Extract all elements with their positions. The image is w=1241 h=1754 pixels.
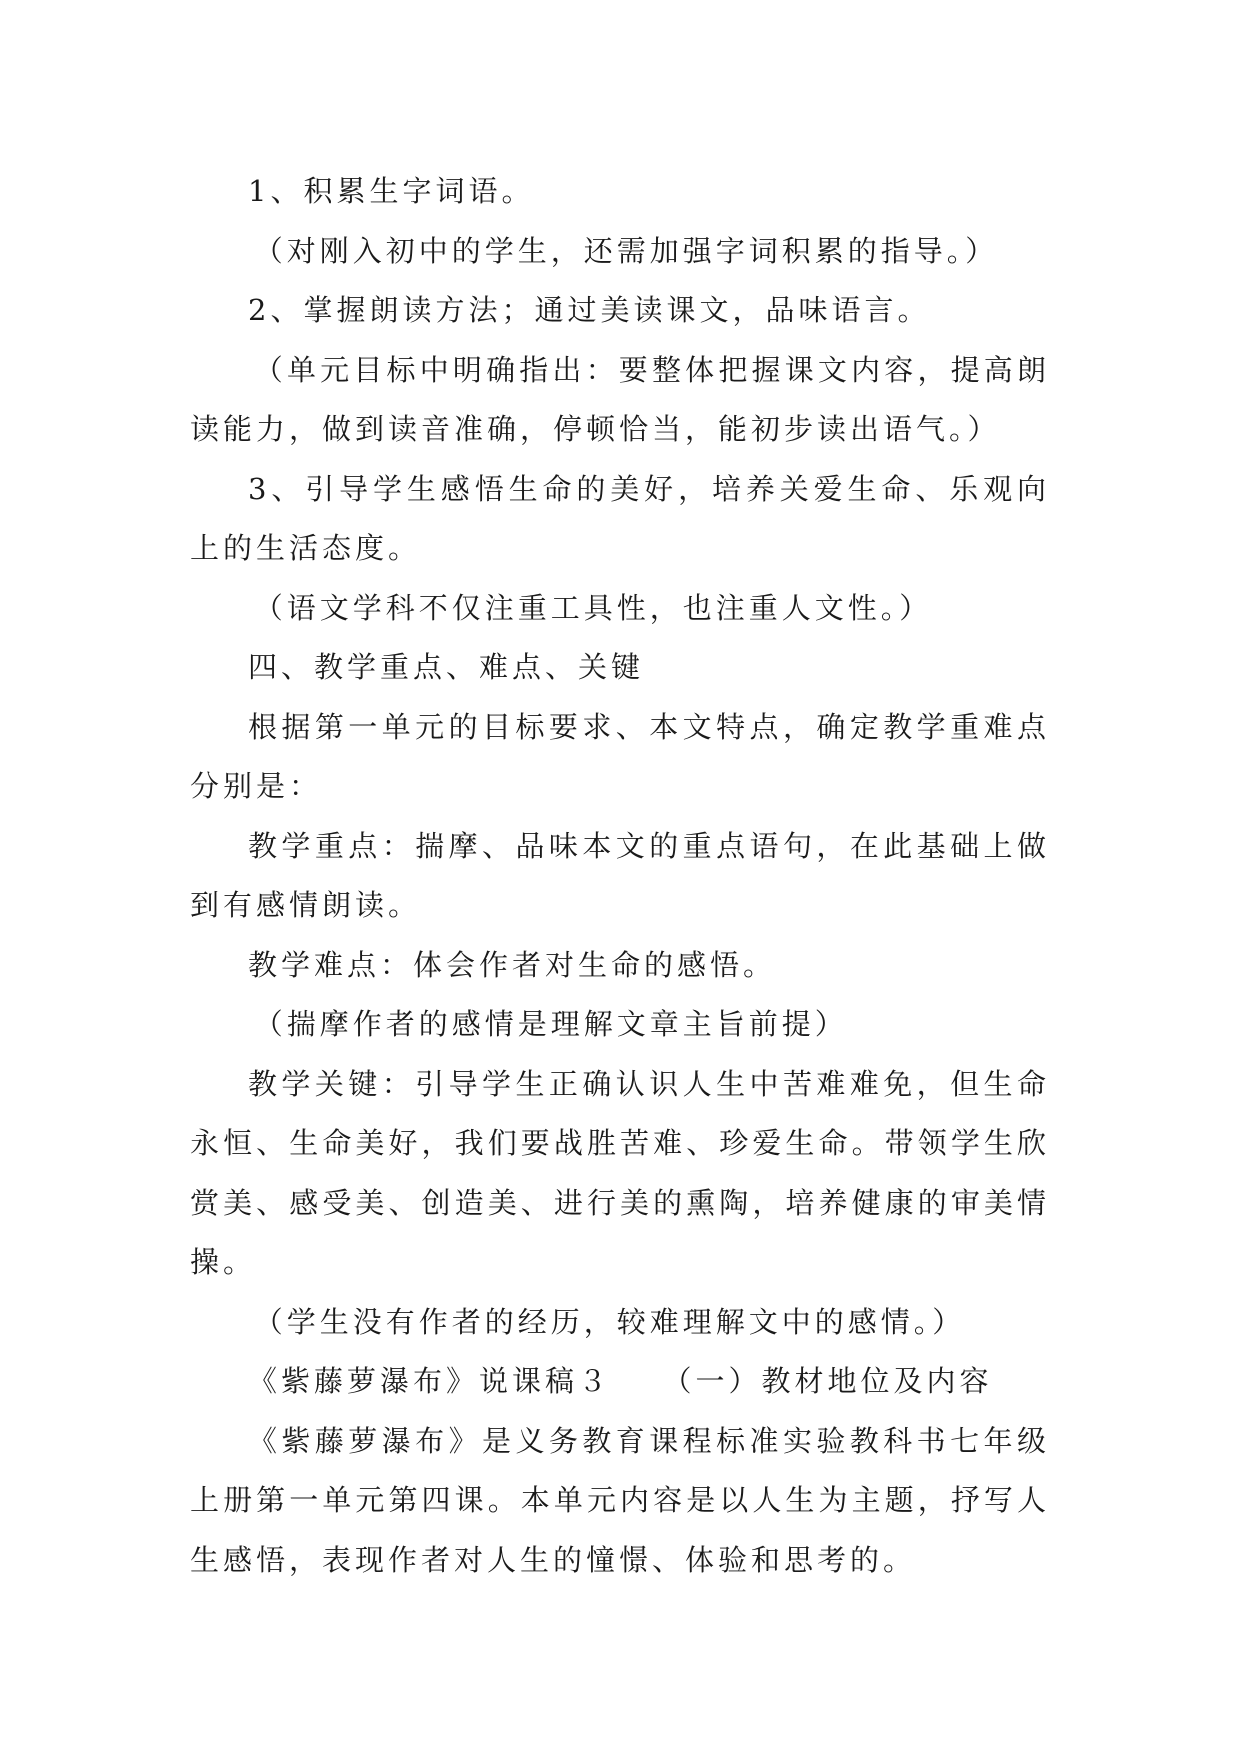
- paragraph-lecture-title: 《紫藤萝瀑布》说课稿３ （一）教材地位及内容: [248, 1364, 993, 1398]
- paragraph-goal-2-note: （单元目标中明确指出：要整体把握课文内容，提高朗读能力，做到读音准确，停顿恰当，能初步读出语气。）: [190, 352, 1050, 446]
- paragraph-goal-1-note: （对刚入初中的学生，还需加强字词积累的指导。）: [253, 233, 999, 268]
- paragraph-difficulty-note: （揣摩作者的感情是理解文章主旨前提）: [253, 1007, 848, 1041]
- paragraph-goal-3: 3、引导学生感悟生命的美好，培养关爱生命、乐观向上的生活态度。: [190, 471, 1050, 565]
- paragraph-material-intro: 《紫藤萝瀑布》是义务教育课程标准实验教科书七年级上册第一单元第四课。本单元内容是以人生为主题，抒写人生感悟，表现作者对人生的憧憬、体验和思考的。: [190, 1423, 1050, 1577]
- paragraph-key-note: （学生没有作者的经历，较难理解文中的感情。）: [253, 1304, 966, 1339]
- paragraph-goal-1: 1、积累生字词语。: [248, 174, 535, 208]
- paragraph-key-points-intro: 根据第一单元的目标要求、本文特点，确定教学重难点分别是：: [190, 709, 1050, 803]
- paragraph-teaching-key: 教学关键：引导学生正确认识人生中苦难难免，但生命永恒、生命美好，我们要战胜苦难、珍爱生命。带领学生欣赏美、感受美、创造美、进行美的熏陶，培养健康的审美情操。: [190, 1066, 1050, 1279]
- section-heading-key-points: 四、教学重点、难点、关键: [248, 650, 645, 684]
- paragraph-teaching-difficulty: 教学难点：体会作者对生命的感悟。: [248, 947, 777, 982]
- paragraph-teaching-focus: 教学重点：揣摩、品味本文的重点语句，在此基础上做到有感情朗读。: [190, 828, 1050, 922]
- paragraph-goal-2: 2、掌握朗读方法；通过美读课文，品味语言。: [248, 293, 931, 327]
- paragraph-goal-3-note: （语文学科不仅注重工具性，也注重人文性。）: [253, 590, 933, 625]
- document-body: [190, 162, 1050, 1590]
